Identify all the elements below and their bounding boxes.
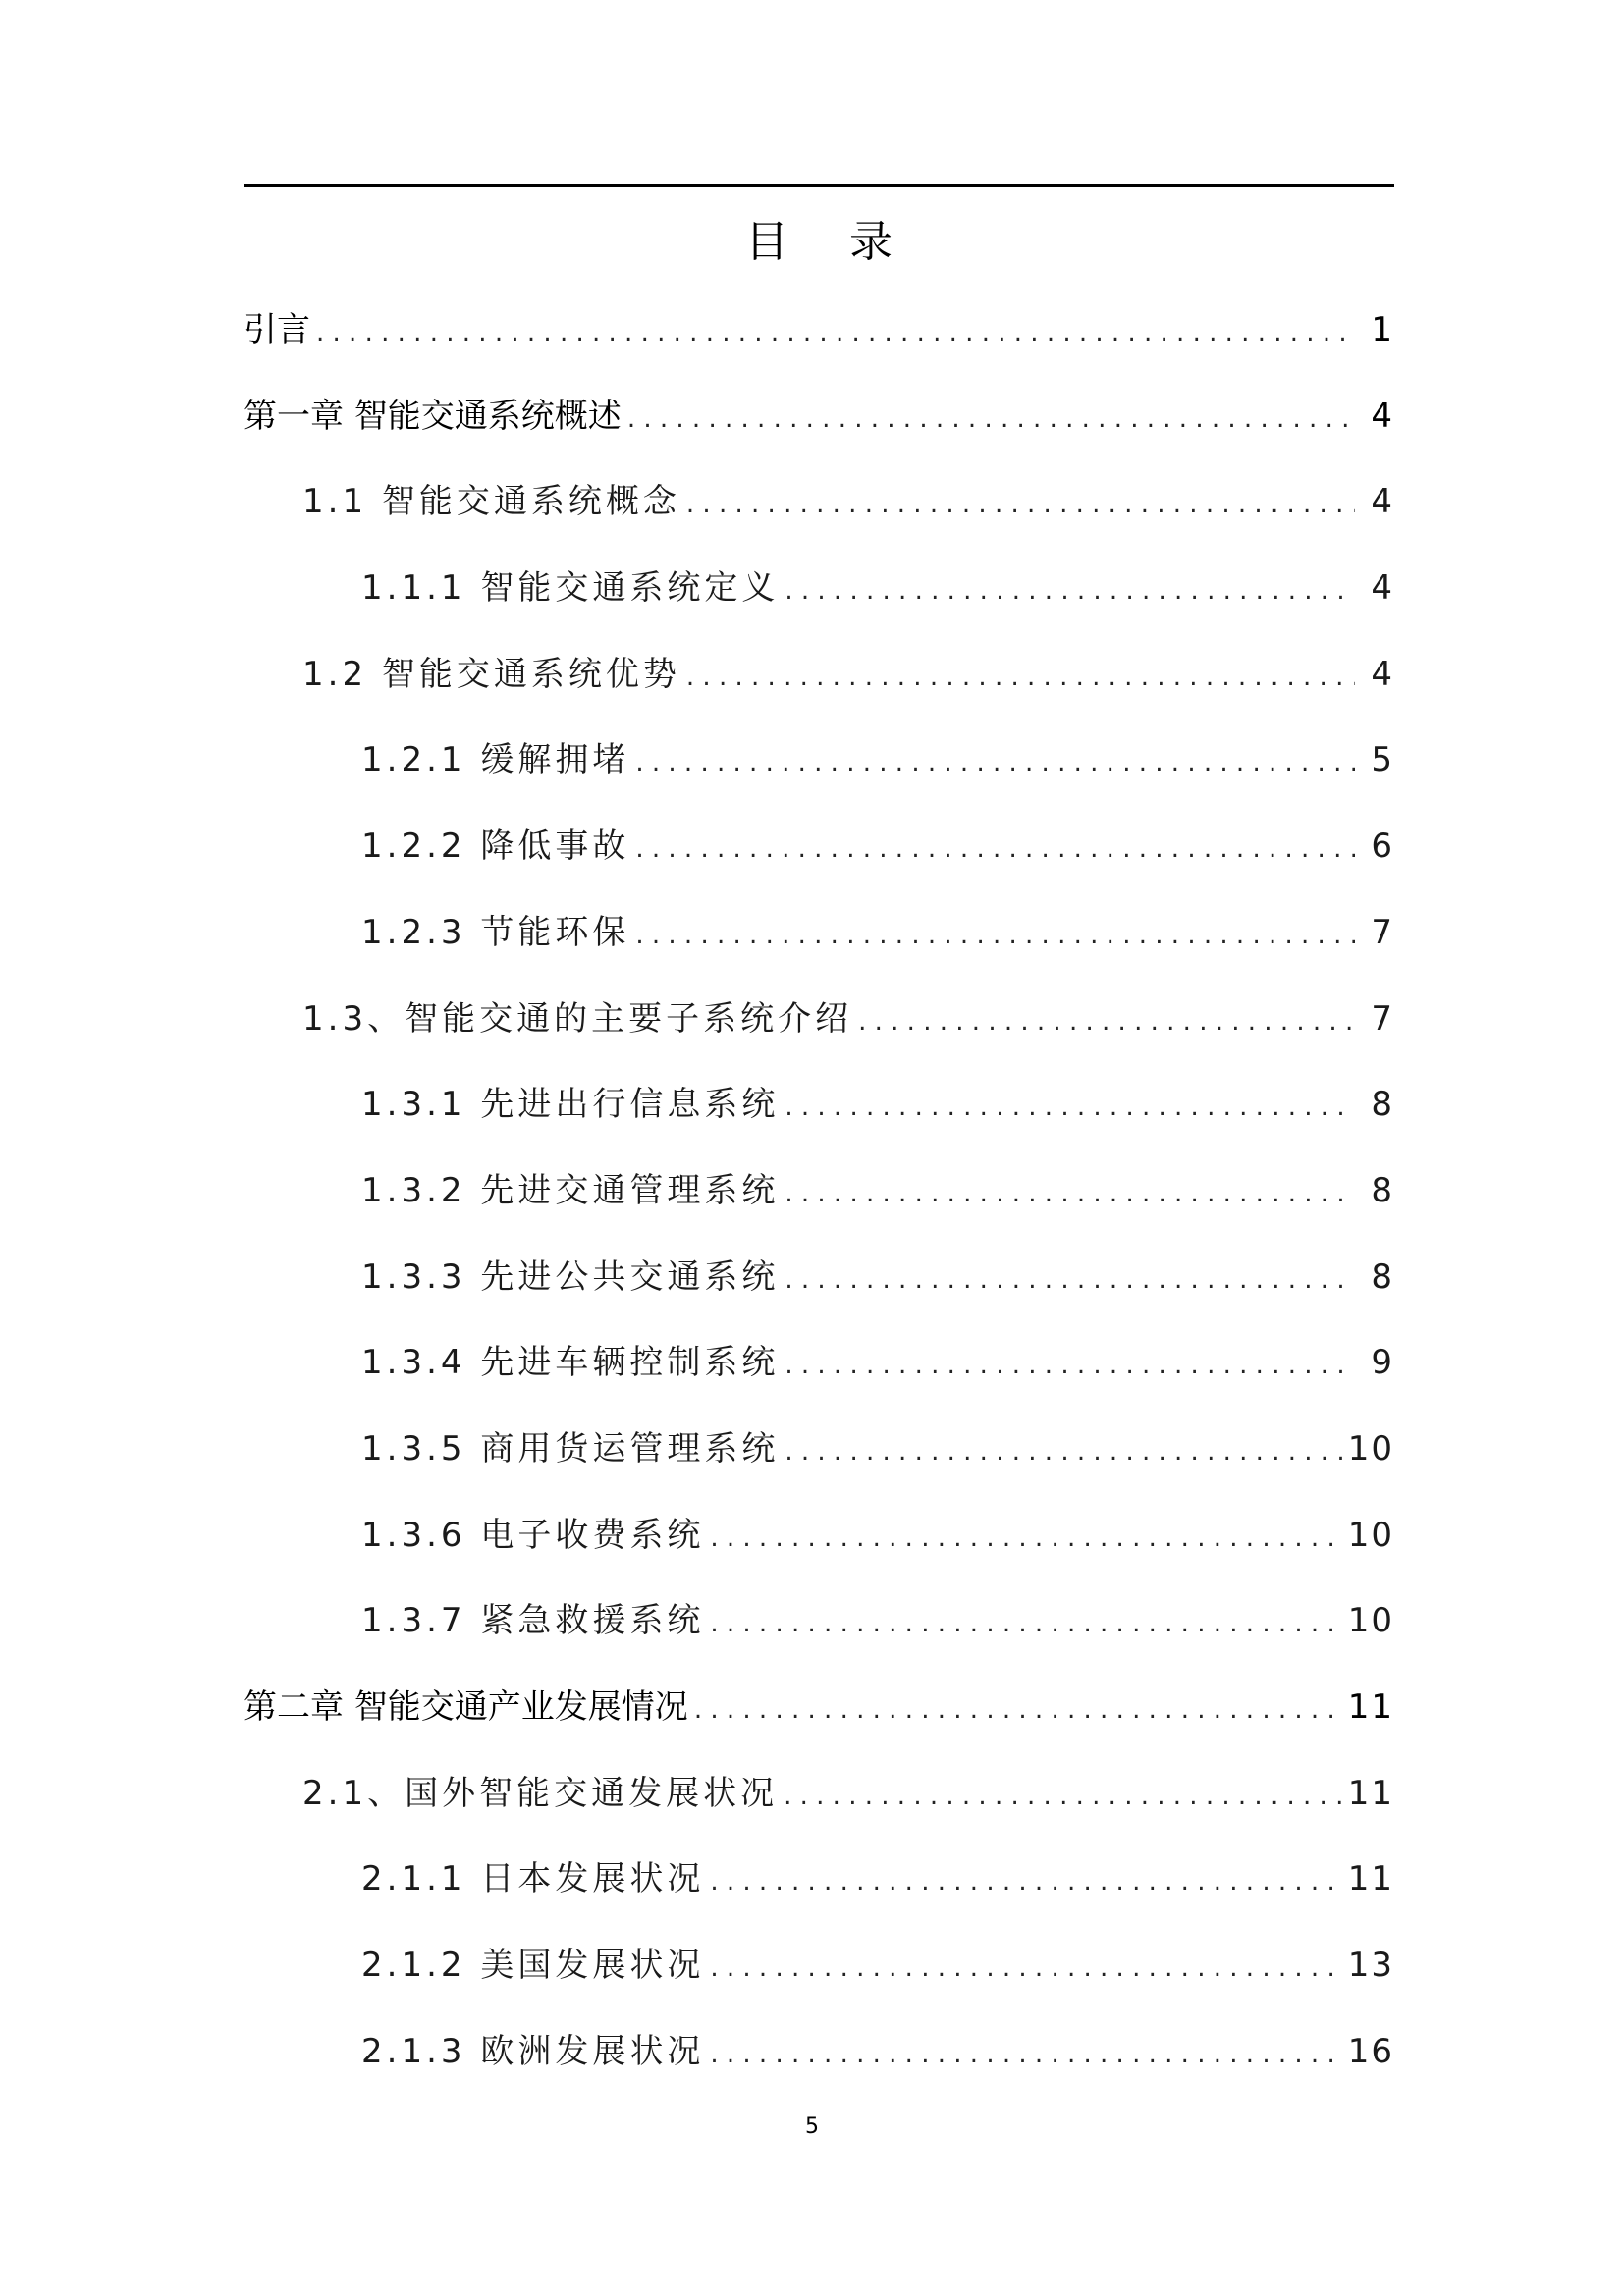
toc-entry[interactable] <box>244 1327 1394 1414</box>
toc-entry[interactable] <box>244 984 1394 1070</box>
toc-leader-dots <box>710 1941 1341 1996</box>
toc-entry-page: 11 <box>1347 1859 1394 1899</box>
toc-entry[interactable] <box>244 294 1394 381</box>
toc-entry[interactable] <box>244 1069 1394 1155</box>
toc-leader-dots <box>785 1166 1355 1221</box>
toc-entry-label: 引言 <box>244 310 310 349</box>
toc-entry[interactable] <box>244 897 1394 984</box>
toc-entry-page: 4 <box>1371 654 1394 694</box>
toc-entry-page: 11 <box>1347 1773 1394 1813</box>
toc-entry-page: 8 <box>1371 1085 1394 1125</box>
toc-entry-page: 16 <box>1347 2031 1394 2071</box>
toc-entry[interactable] <box>244 553 1394 639</box>
toc-leader-dots <box>635 735 1355 790</box>
toc-entry[interactable] <box>244 1758 1394 1844</box>
toc-entry[interactable] <box>244 1672 1394 1758</box>
toc-entry-page: 7 <box>1371 998 1394 1039</box>
toc-entry[interactable] <box>244 811 1394 897</box>
toc-entry[interactable] <box>244 1585 1394 1672</box>
toc-entry-page: 7 <box>1371 912 1394 952</box>
toc-entry-label: 1.2.2 降低事故 <box>361 827 630 867</box>
toc-entry-label: 第一章 智能交通系统概述 <box>244 396 622 436</box>
toc-entry-label: 1.2 智能交通系统优势 <box>302 654 680 694</box>
footer-page-number: 5 <box>805 2114 819 2139</box>
toc-leader-dots <box>710 1596 1341 1651</box>
toc-entry-page: 8 <box>1371 1170 1394 1210</box>
toc-leader-dots <box>785 1338 1355 1393</box>
toc-entry-page: 8 <box>1371 1256 1394 1297</box>
toc-entry-page: 11 <box>1347 1687 1394 1727</box>
toc-entry-page: 1 <box>1371 310 1394 349</box>
toc-entry-label: 1.3.3 先进公共交通系统 <box>361 1256 780 1297</box>
toc-entry[interactable] <box>244 1500 1394 1586</box>
toc-entry-page: 4 <box>1371 396 1394 436</box>
toc-leader-dots <box>635 908 1355 963</box>
toc-entry-label: 1.3.5 商用货运管理系统 <box>361 1428 780 1468</box>
toc-leader-dots <box>694 1682 1342 1737</box>
toc-entry-label: 1.3.1 先进出行信息系统 <box>361 1085 780 1125</box>
toc-entry-page: 4 <box>1371 482 1394 522</box>
toc-leader-dots <box>635 822 1355 877</box>
toc-entry-label: 1.1 智能交通系统概念 <box>302 482 680 522</box>
toc-leader-dots <box>784 1769 1342 1824</box>
toc-entry-page: 10 <box>1347 1515 1394 1555</box>
toc-leader-dots <box>710 1854 1341 1909</box>
toc-leader-dots <box>785 1253 1355 1308</box>
toc-leader-dots <box>858 994 1355 1049</box>
toc-entry-label: 1.3.7 紧急救援系统 <box>361 1601 705 1641</box>
toc-leader-dots <box>686 650 1355 705</box>
toc-entry[interactable] <box>244 724 1394 811</box>
toc-entry-label: 2.1.1 日本发展状况 <box>361 1859 705 1899</box>
toc-entry[interactable] <box>244 381 1394 467</box>
toc-entry-page: 6 <box>1371 827 1394 867</box>
toc-entry-label: 2.1.2 美国发展状况 <box>361 1946 705 1986</box>
toc-entry-page: 4 <box>1371 568 1394 609</box>
toc-leader-dots <box>627 392 1355 447</box>
toc-entry-label: 1.3、智能交通的主要子系统介绍 <box>302 998 853 1039</box>
toc-entry-label: 1.1.1 智能交通系统定义 <box>361 568 780 609</box>
toc-entry-label: 第二章 智能交通产业发展情况 <box>244 1687 688 1727</box>
toc-entry[interactable] <box>244 1155 1394 1242</box>
toc-entry[interactable] <box>244 1242 1394 1328</box>
toc-entry-page: 10 <box>1347 1601 1394 1641</box>
toc-entry-label: 1.2.3 节能环保 <box>361 912 630 952</box>
toc-leader-dots <box>785 1080 1355 1135</box>
toc-leader-dots <box>710 2027 1341 2082</box>
toc-entry[interactable] <box>244 1414 1394 1500</box>
toc-leader-dots <box>785 563 1355 618</box>
table-of-contents <box>244 294 1394 2102</box>
toc-leader-dots <box>785 1424 1341 1479</box>
toc-entry-label: 2.1、国外智能交通发展状况 <box>302 1773 779 1813</box>
toc-entry[interactable] <box>244 1930 1394 2016</box>
toc-entry-page: 9 <box>1371 1343 1394 1383</box>
toc-leader-dots <box>316 305 1355 360</box>
toc-entry-label: 1.3.6 电子收费系统 <box>361 1515 705 1555</box>
toc-entry[interactable] <box>244 639 1394 725</box>
toc-entry-label: 1.2.1 缓解拥堵 <box>361 740 630 780</box>
toc-entry-page: 5 <box>1371 740 1394 780</box>
toc-entry-label: 1.3.2 先进交通管理系统 <box>361 1170 780 1210</box>
toc-entry-page: 10 <box>1347 1428 1394 1468</box>
toc-entry[interactable] <box>244 2016 1394 2103</box>
toc-leader-dots <box>710 1511 1341 1566</box>
toc-entry-page: 13 <box>1347 1946 1394 1986</box>
toc-entry-label: 2.1.3 欧洲发展状况 <box>361 2031 705 2071</box>
toc-leader-dots <box>686 477 1355 532</box>
page-title: 目 录 <box>745 217 916 267</box>
toc-entry[interactable] <box>244 1843 1394 1930</box>
toc-entry[interactable] <box>244 466 1394 553</box>
header-rule <box>244 184 1394 187</box>
toc-entry-label: 1.3.4 先进车辆控制系统 <box>361 1343 780 1383</box>
